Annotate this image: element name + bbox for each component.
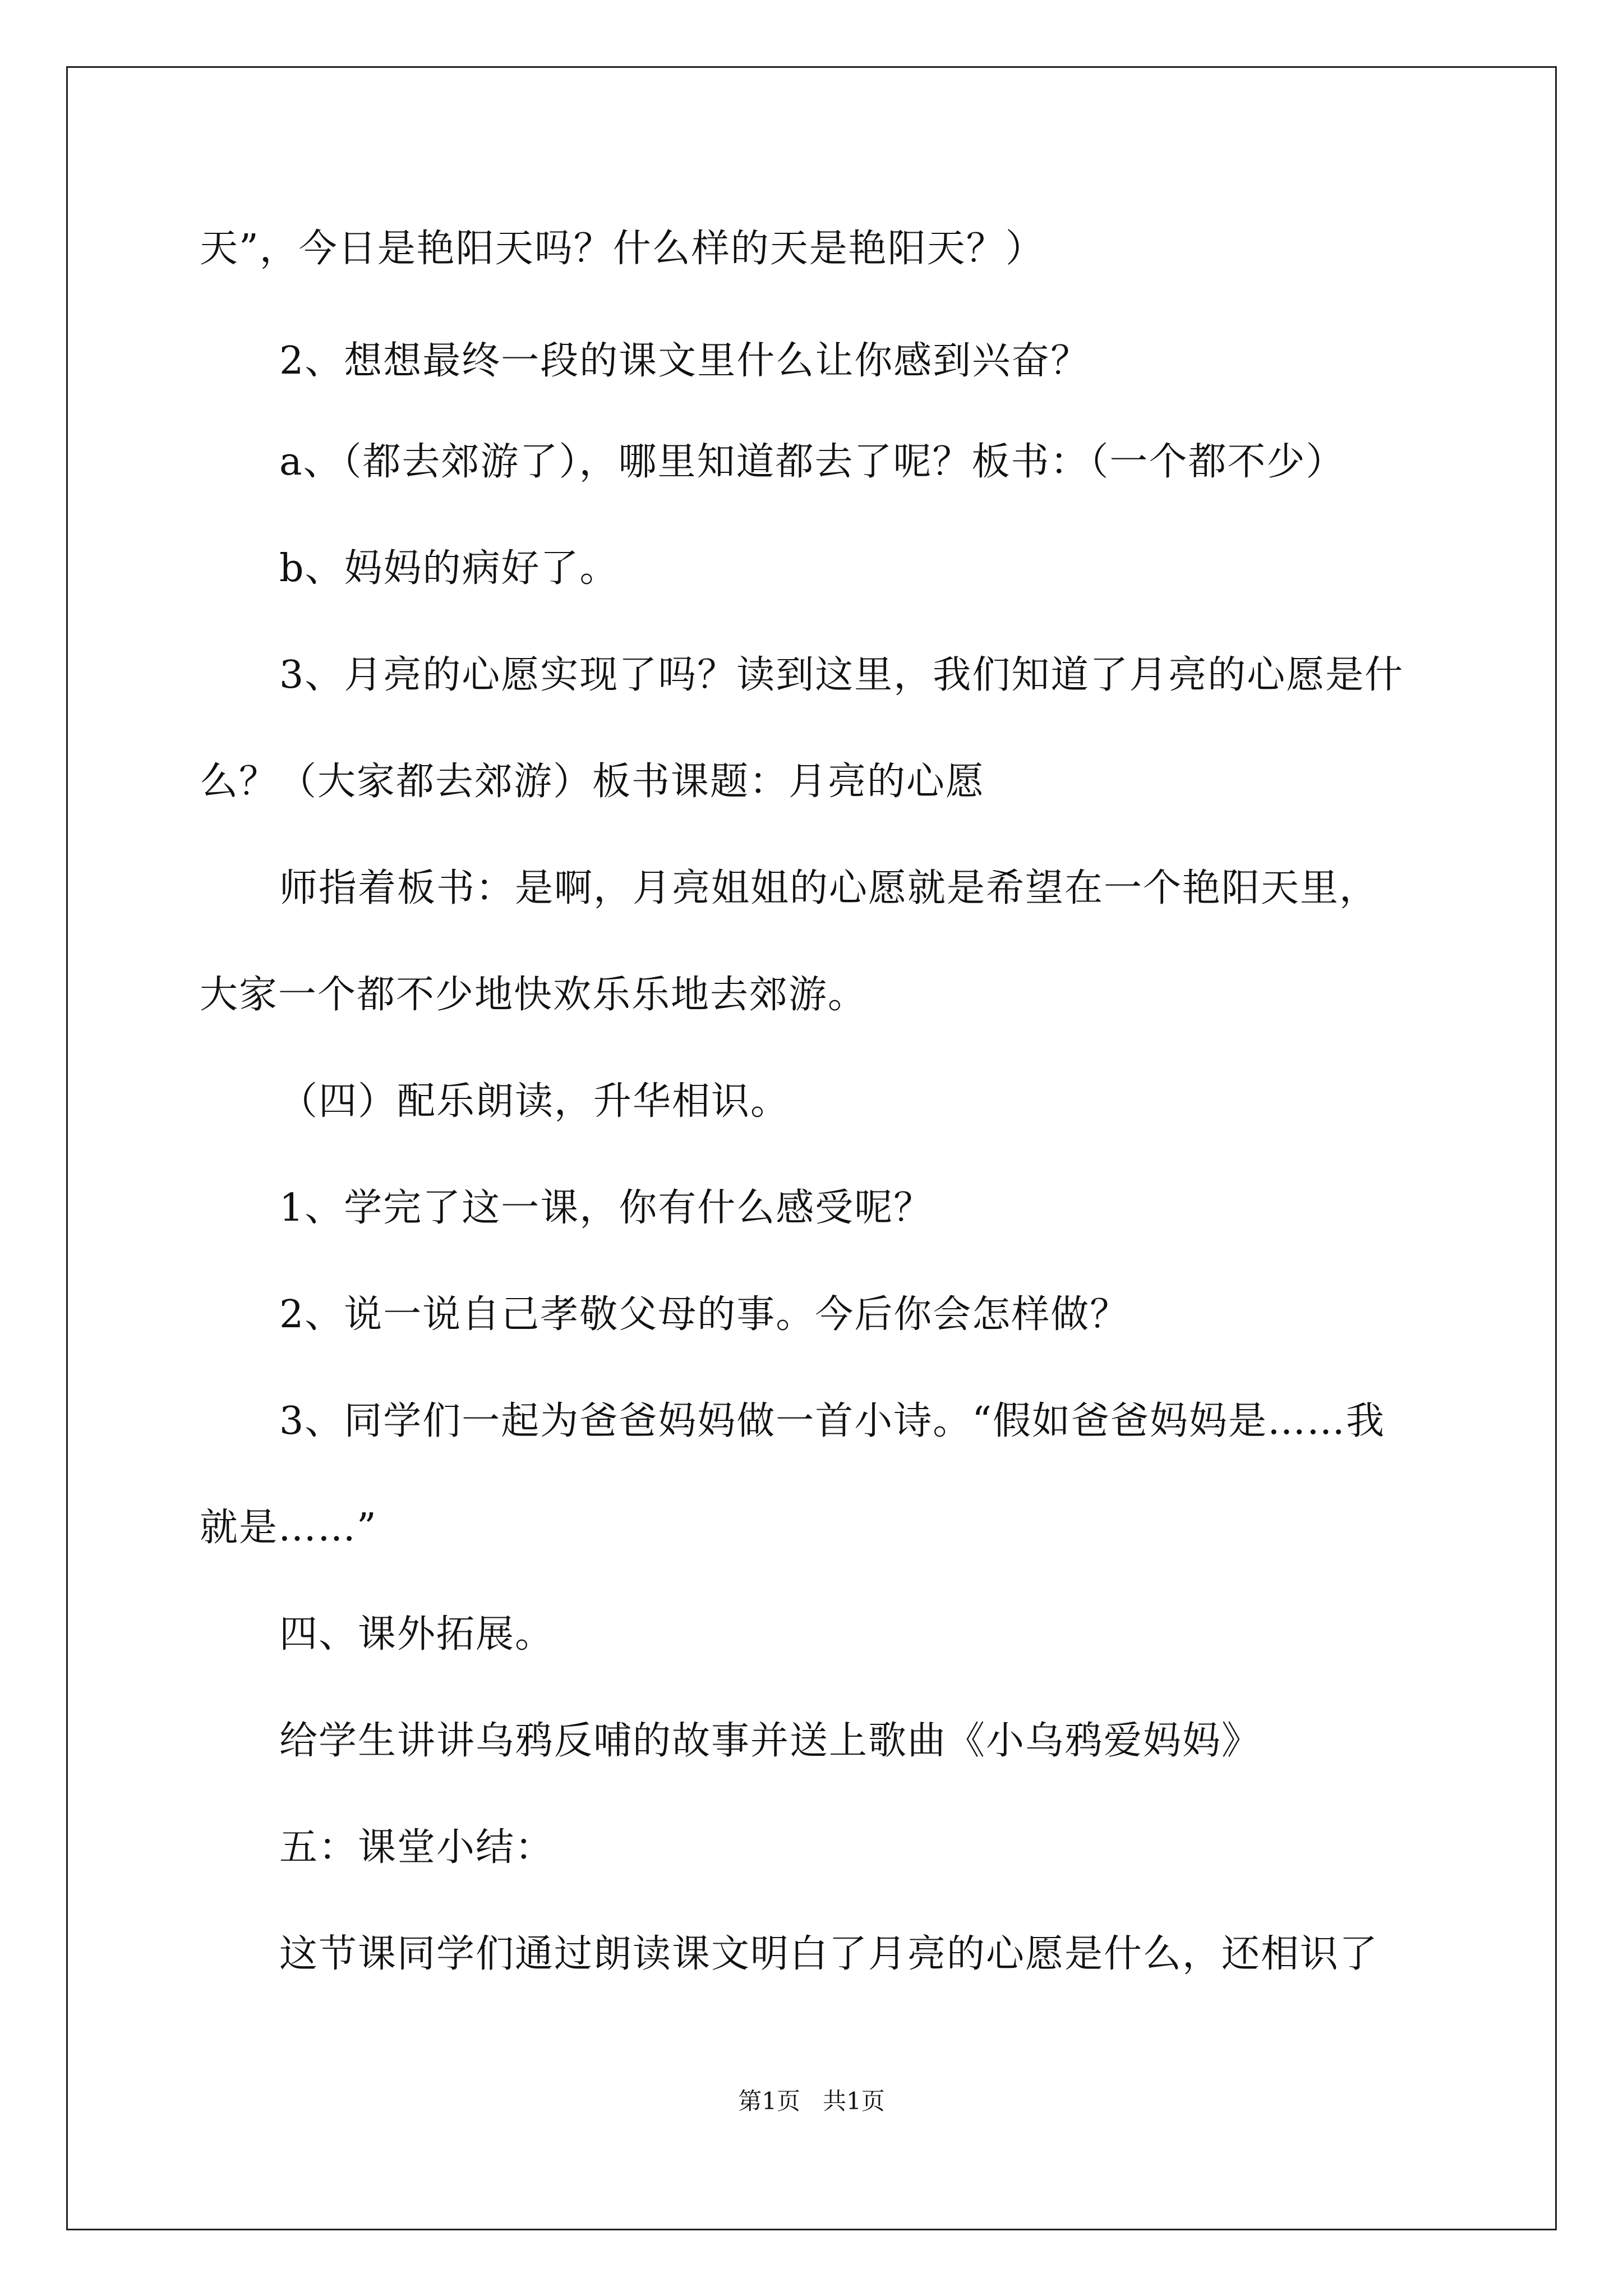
page-border [66, 66, 1557, 2230]
text-line: （四）配乐朗读，升华相识。 [279, 1079, 790, 1124]
text-line: 就是……” [200, 1506, 377, 1550]
text-line: 四、课外拓展。 [279, 1612, 555, 1657]
text-line: 2、说一说自己孝敬父母的事。今后你会怎样做？ [279, 1292, 1129, 1337]
text-line: 么？（大家都去郊游）板书课题：月亮的心愿 [200, 760, 985, 804]
text-line: 天”，今日是艳阳天吗？什么样的天是艳阳天？） [200, 227, 1045, 271]
text-line: 大家一个都不少地快欢乐乐地去郊游。 [200, 973, 868, 1017]
text-line: 给学生讲讲乌鸦反哺的故事并送上歌曲《小乌鸦爱妈妈》 [279, 1719, 1261, 1763]
text-line: 3、月亮的心愿实现了吗？读到这里，我们知道了月亮的心愿是什 [279, 653, 1404, 697]
text-line: b、妈妈的病好了。 [279, 546, 619, 591]
text-line: 3、同学们一起为爸爸妈妈做一首小诗。“假如爸爸妈妈是……我 [279, 1399, 1386, 1443]
text-line: 师指着板书：是啊，月亮姐姐的心愿就是希望在一个艳阳天里， [279, 866, 1379, 910]
text-line: 1、学完了这一课，你有什么感受呢？ [279, 1186, 933, 1230]
text-line: 2、想想最终一段的课文里什么让你感到兴奋？ [279, 339, 1090, 383]
text-line: 这节课同学们通过朗读课文明白了月亮的心愿是什么，还相识了 [279, 1932, 1379, 1976]
page-number-footer: 第1页 共1页 [738, 2087, 885, 2115]
text-line: a、（都去郊游了），哪里知道都去了呢？板书：（一个都不少） [279, 440, 1345, 484]
text-line: 五：课堂小结： [279, 1825, 555, 1870]
